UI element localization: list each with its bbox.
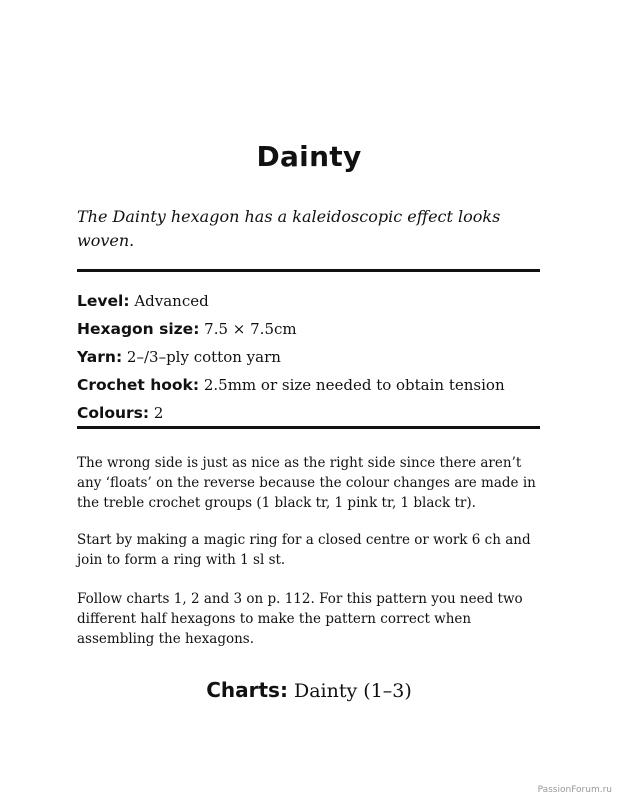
divider-top [77,269,540,272]
charts-value: Dainty (1–3) [294,680,412,702]
spec-list [77,289,547,429]
page-title: Dainty [256,140,362,173]
spec-label: Yarn: [77,348,123,366]
spec-crochet-hook [77,373,547,401]
spec-colours [77,401,547,429]
spec-value: 2–/3–ply cotton yarn [126,348,281,366]
charts-label: Charts: [206,678,288,702]
spec-hexagon-size [77,317,547,345]
spec-yarn [77,345,547,373]
spec-value: 7.5 × 7.5cm [204,320,297,338]
spec-label: Colours: [77,404,150,422]
paragraph-reverse-side: The wrong side is just as nice as the right side since there aren’t any ‘floats’ on the reverse because the colour changes are made in the treble crochet groups (1 black tr, 1 pink tr, 1 black tr). [77,455,536,511]
spec-value: 2.5mm or size needed to obtain tension [203,376,505,394]
spec-label: Level: [77,292,130,310]
spec-value: Advanced [134,292,209,310]
paragraph-charts-note: Follow charts 1, 2 and 3 on p. 112. For this pattern you need two different half hexagons to make the pattern correct when assembling the hexagons. [77,591,523,647]
intro-text: The Dainty hexagon has a kaleidoscopic effect looks woven. [77,207,501,250]
spec-value: 2 [153,404,164,422]
paragraph-start: Start by making a magic ring for a closed centre or work 6 ch and join to form a ring with 1 sl st. [77,532,531,568]
spec-label: Crochet hook: [77,376,200,394]
divider-bottom [77,426,540,429]
charts-heading [0,678,618,702]
spec-level [77,289,547,317]
spec-label: Hexagon size: [77,320,200,338]
watermark-text: PassionForum.ru [537,785,612,795]
